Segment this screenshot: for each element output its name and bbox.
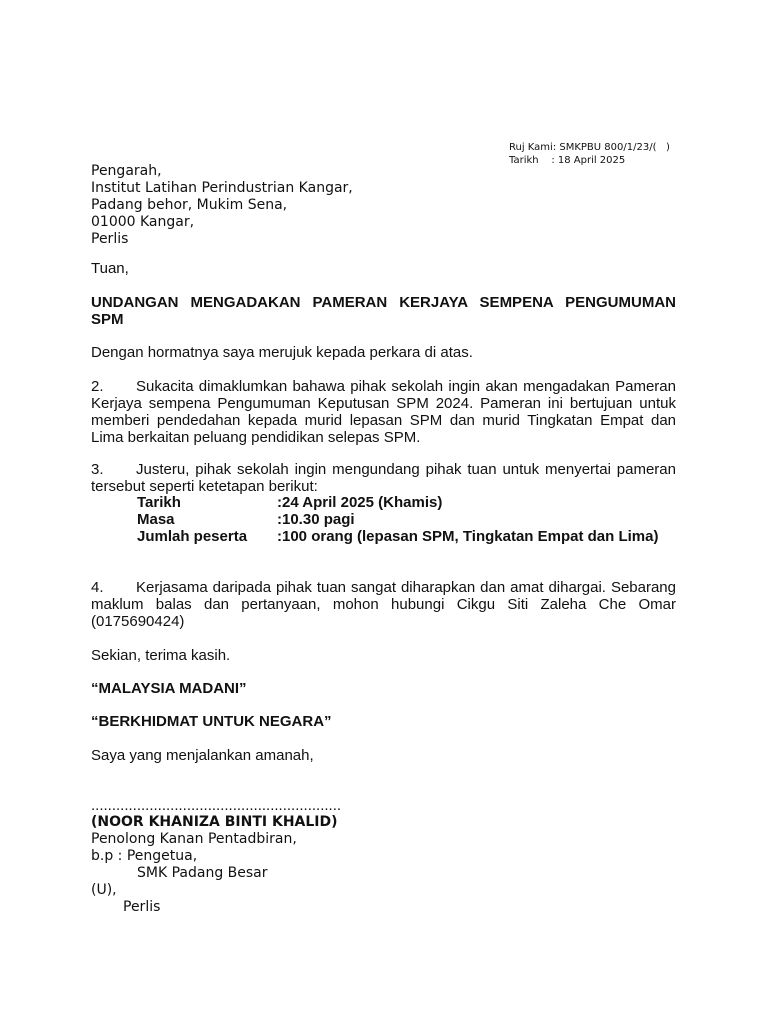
detail-row-time xyxy=(137,511,658,528)
school-u: (U), xyxy=(91,882,117,898)
closing-thanks: Sekian, terima kasih. xyxy=(91,647,231,664)
paragraph-2 xyxy=(91,378,676,446)
subject-line-1: UNDANGAN MENGADAKAN PAMERAN KERJAYA SEMPENA PENGUMUMAN xyxy=(91,294,676,311)
recipient-line: Padang behor, Mukim Sena, xyxy=(91,197,288,213)
school-name: SMK Padang Besar xyxy=(137,865,268,881)
detail-label: Jumlah peserta xyxy=(137,528,248,545)
paragraph-1: Dengan hormatnya saya merujuk kepada perkara di atas. xyxy=(91,344,473,361)
paragraph-2-number: 2. xyxy=(91,378,104,395)
signatory-bp: b.p : Pengetua, xyxy=(91,848,198,864)
detail-value: :100 orang (lepasan SPM, Tingkatan Empat dan Lima) xyxy=(277,528,659,545)
letter-date: Tarikh : 18 April 2025 xyxy=(509,155,626,166)
signature-line: ............................................................ xyxy=(91,797,342,814)
signatory-title: Penolong Kanan Pentadbiran, xyxy=(91,831,297,847)
detail-label: Masa xyxy=(137,511,175,528)
paragraph-4-text: Kerjasama daripada pihak tuan sangat diharapkan dan amat dihargai. Sebarang maklum balas dan pertanyaan, mohon hubungi Cikgu Siti Zaleha Che Omar (0175690424) xyxy=(91,579,676,630)
detail-row-participants xyxy=(137,528,658,545)
subject-heading xyxy=(91,294,676,328)
detail-label: Tarikh xyxy=(137,494,181,511)
detail-value: :24 April 2025 (Khamis) xyxy=(277,494,443,511)
signatory-name: (NOOR KHANIZA BINTI KHALID) xyxy=(91,814,338,830)
slogan-berkhidmat: “BERKHIDMAT UNTUK NEGARA” xyxy=(91,713,332,730)
detail-row-date xyxy=(137,494,658,511)
paragraph-3 xyxy=(91,461,676,495)
signature-block xyxy=(91,797,341,916)
recipient-line: Pengarah, xyxy=(91,163,162,179)
paragraph-2-text: Sukacita dimaklumkan bahawa pihak sekolah ingin akan mengadakan Pameran Kerjaya sempena Pengumuman Keputusan SPM 2024. Pameran ini bertujuan untuk memberi pendedahan kepada murid lepasan SPM dan murid Tingkatan Empat dan Lima berkaitan peluang pendidikan selepas SPM. xyxy=(91,378,676,446)
recipient-line: 01000 Kangar, xyxy=(91,214,195,230)
subject-line-2: SPM xyxy=(91,311,124,328)
paragraph-4 xyxy=(91,579,676,630)
paragraph-3-text: Justeru, pihak sekolah ingin mengundang pihak tuan untuk menyertai pameran tersebut seperti ketetapan berikut: xyxy=(91,461,676,495)
paragraph-3-number: 3. xyxy=(91,461,104,478)
slogan-madani: “MALAYSIA MADANI” xyxy=(91,680,247,697)
recipient-address xyxy=(91,163,353,248)
detail-value: :10.30 pagi xyxy=(277,511,355,528)
paragraph-4-number: 4. xyxy=(91,579,104,596)
reference-block xyxy=(509,141,670,167)
event-details xyxy=(137,494,658,545)
reference-number: Ruj Kami: SMKPBU 800/1/23/( ) xyxy=(509,142,670,153)
recipient-line: Perlis xyxy=(91,231,129,247)
school-state: Perlis xyxy=(123,899,161,915)
recipient-line: Institut Latihan Perindustrian Kangar, xyxy=(91,180,353,196)
closing-amanah: Saya yang menjalankan amanah, xyxy=(91,747,314,764)
salutation: Tuan, xyxy=(91,260,129,277)
